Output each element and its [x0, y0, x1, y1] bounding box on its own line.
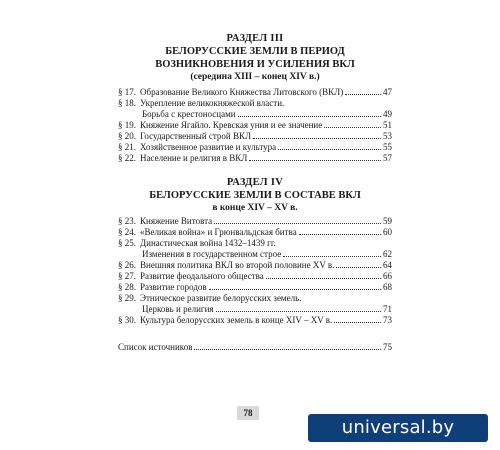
toc-entry-24 — [118, 227, 392, 238]
entry-number: § 21. — [118, 142, 136, 152]
entry-title: Этническое развитие белорусских земель. — [140, 293, 302, 303]
entry-number: § 18. — [118, 98, 136, 108]
page-number: 78 — [237, 406, 259, 420]
entry-title: Церковь и религия — [142, 304, 214, 314]
entry-number: § 30. — [118, 315, 136, 325]
leader-dots — [324, 120, 381, 128]
entry-number: § 28. — [118, 282, 136, 292]
entry-page: 49 — [383, 109, 392, 119]
entry-page: 55 — [383, 142, 392, 152]
section-3-title-line-1: БЕЛОРУССКИЕ ЗЕМЛИ В ПЕРИОД — [165, 46, 345, 57]
section-gap — [118, 326, 392, 340]
leader-dots — [214, 216, 381, 224]
entry-page: 51 — [383, 120, 392, 130]
toc-entry-18 — [118, 98, 392, 109]
entry-page: 66 — [383, 271, 392, 281]
entry-number: § 26. — [118, 260, 136, 270]
leader-dots — [334, 315, 381, 323]
entry-number: § 22. — [118, 153, 136, 163]
entry-page: 57 — [383, 153, 392, 163]
section-4-number: РАЗДЕЛ IV — [226, 177, 284, 188]
toc-entry-25-continued — [118, 249, 392, 260]
entry-title: Культура белорусских земель в конце XIV – XV в. — [140, 315, 333, 325]
entry-page: 73 — [383, 315, 392, 325]
entry-page: 53 — [383, 131, 392, 141]
section-3-list — [118, 87, 392, 164]
entry-number: § 17. — [118, 87, 136, 97]
section-gap — [118, 164, 392, 176]
section-3-heading — [118, 32, 392, 83]
entry-page: 64 — [383, 260, 392, 270]
leader-dots — [345, 87, 381, 95]
entry-number: § 27. — [118, 271, 136, 281]
toc-entry-22 — [118, 153, 392, 164]
section-4-subtitle: в конце XIV – XV в. — [212, 203, 298, 213]
entry-number: § 23. — [118, 216, 136, 226]
entry-title: Укрепление великокняжеской власти. — [140, 98, 285, 108]
entry-title: Внешняя политика ВКЛ во второй половине XV в. — [140, 260, 335, 270]
leader-dots — [194, 342, 381, 350]
entry-title: Борьба с крестоносцами — [142, 109, 236, 119]
entry-number: § 25. — [118, 238, 136, 248]
section-3-subtitle: (середина XIII – конец XIV в.) — [190, 72, 320, 82]
leader-dots — [238, 109, 381, 117]
leader-dots — [283, 249, 381, 257]
leader-dots — [253, 131, 381, 139]
entry-number: § 29. — [118, 293, 136, 303]
entry-page: 68 — [383, 282, 392, 292]
entry-number: § 24. — [118, 227, 136, 237]
leader-dots — [278, 142, 381, 150]
entry-title: Княжение Ягайло. Кревская уния и ее значение — [140, 120, 323, 130]
entry-title: Развитие феодального общества — [140, 271, 264, 281]
toc-entry-29-continued — [118, 304, 392, 315]
entry-title: Княжение Витовта — [140, 216, 213, 226]
toc-entry-29 — [118, 293, 392, 304]
entry-page: 62 — [383, 249, 392, 259]
entry-page: 59 — [383, 216, 392, 226]
section-3-number: РАЗДЕЛ III — [226, 33, 284, 44]
entry-page: 75 — [383, 342, 392, 352]
toc-entry-18-continued — [118, 109, 392, 120]
entry-title: Государственный строй ВКЛ — [140, 131, 252, 141]
toc-entry-28 — [118, 282, 392, 293]
toc-entry-23 — [118, 216, 392, 227]
entry-title: Династическая война 1432–1439 гг. — [140, 238, 276, 248]
entry-title: Хозяйственное развитие и культура — [140, 142, 277, 152]
toc-entry-20 — [118, 131, 392, 142]
section-4-list — [118, 216, 392, 326]
entry-page: 71 — [383, 304, 392, 314]
leader-dots — [336, 260, 381, 268]
toc-entry-26 — [118, 260, 392, 271]
toc-entry-30 — [118, 315, 392, 326]
toc-entry-27 — [118, 271, 392, 282]
entry-title: Образование Великого Княжества Литовского (ВКЛ) — [140, 87, 344, 97]
entry-title: Население и религия в ВКЛ — [140, 153, 248, 163]
leader-dots — [266, 271, 381, 279]
section-3-title-line-2: ВОЗНИКНОВЕНИЯ И УСИЛЕНИЯ ВКЛ — [155, 59, 355, 70]
toc-entry-17 — [118, 87, 392, 98]
toc-entry-25 — [118, 238, 392, 249]
entry-title: Список источников — [118, 342, 193, 352]
entry-title: Развитие городов — [140, 282, 207, 292]
section-4-heading — [118, 176, 392, 214]
entry-title: «Великая война» и Грюнвальдская битва — [140, 227, 297, 237]
sources-list — [118, 342, 392, 353]
entry-number: § 20. — [118, 131, 136, 141]
table-of-contents — [118, 32, 392, 353]
toc-entry-21 — [118, 142, 392, 153]
entry-title: Изменения в государственном строе — [142, 249, 282, 259]
entry-page: 47 — [383, 87, 392, 97]
leader-dots — [216, 304, 381, 312]
entry-number: § 19. — [118, 120, 136, 130]
watermark-logo: universal.by — [308, 414, 488, 442]
section-4-title: БЕЛОРУССКИЕ ЗЕМЛИ В СОСТАВЕ ВКЛ — [149, 190, 361, 201]
toc-entry-19 — [118, 120, 392, 131]
leader-dots — [209, 282, 381, 290]
leader-dots — [249, 153, 381, 161]
toc-entry-sources — [118, 342, 392, 353]
leader-dots — [299, 227, 381, 235]
entry-page: 60 — [383, 227, 392, 237]
